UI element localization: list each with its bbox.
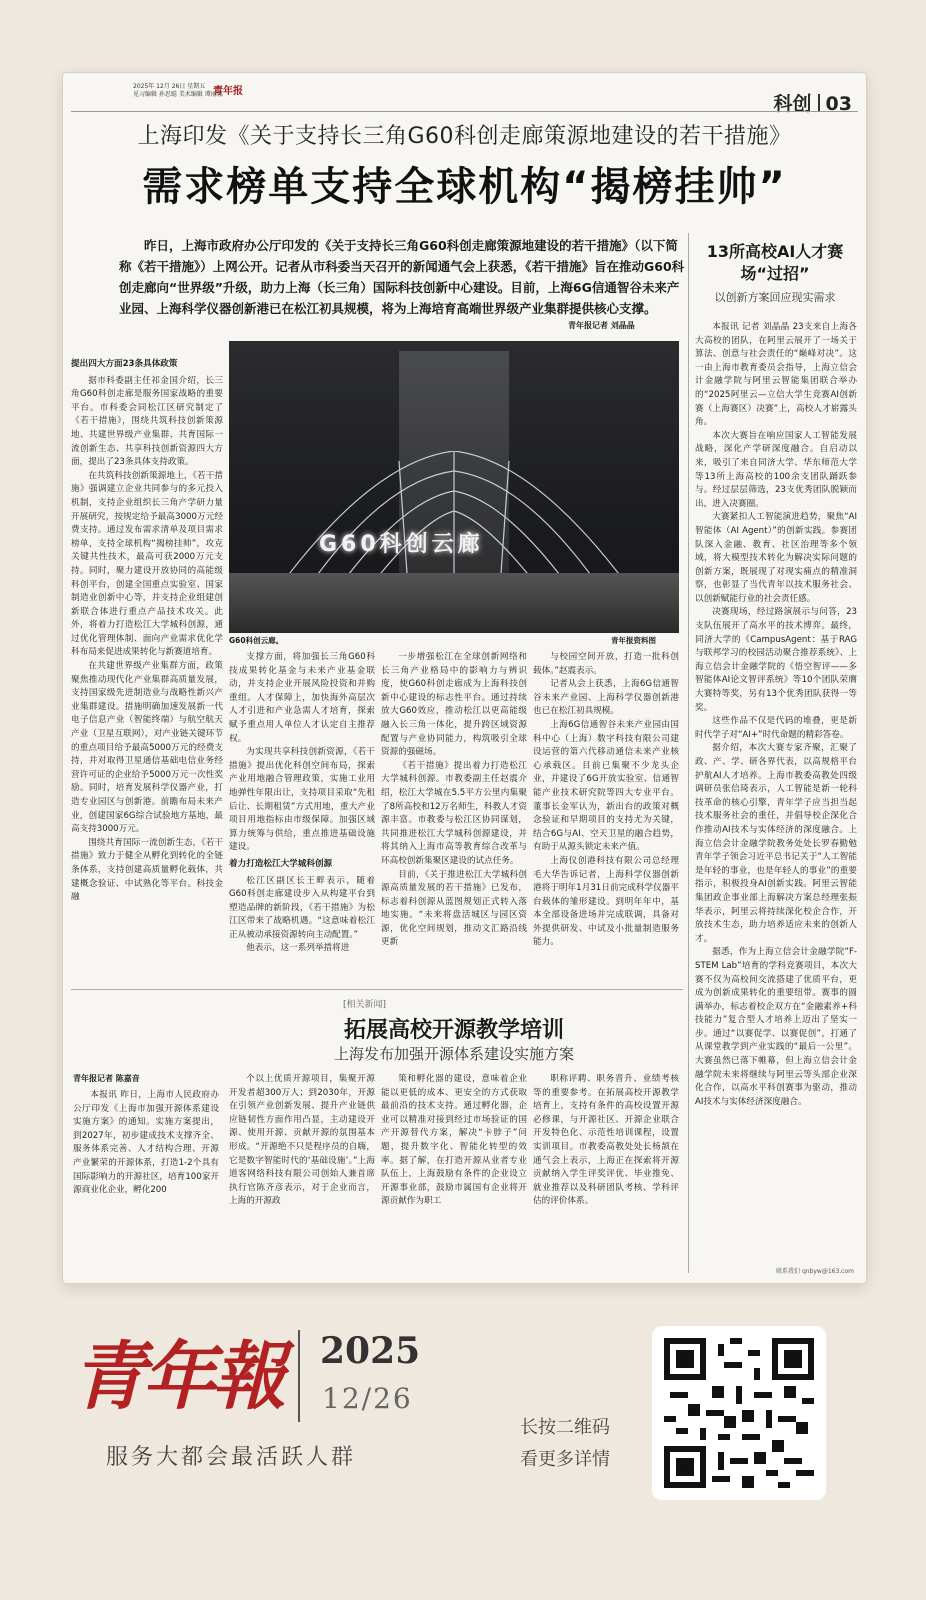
footer-date: 12/26 — [322, 1382, 413, 1415]
paragraph: 个以上优质开源项目，集聚开源开发者超300万人；到2030年，开源在引领产业创新发展、提升产业链供应链韧性方面作用凸显，主动建设开源、使用开源、贡献开源的氛围基本形成。“开源绝不只是程序员的自嗨，它是数字智能时代的‘基础设施’。”上海道客网络科技有限公司创始人兼首席执行官陈齐彦表示，对于企业而言，上海的开源政 — [229, 1074, 375, 1207]
article-byline: 青年报记者 刘晶晶 — [568, 321, 635, 330]
brand-slogan: 服务大都会最活跃人群 — [106, 1445, 357, 1470]
paragraph: 支撑方面，将加强长三角G60科技成果转化基金与未来产业基金联动，并支持企业开展风险投资和并购重组。人才保障上，加快海外高层次人才引进和产业急需人才培育，探索赋予重点用人单位人才认定自主推荐权。 — [229, 652, 375, 744]
paragraph: 上海仪创港科技有限公司总经理毛大华告诉记者，上海科学仪器创新港将于明年1月31日前完成科学仪器平台载体的雏形建设。到明年年中，基本全部设备进场并完成联调，具备对外提供研发、中试及小批量制造服务能力。 — [533, 855, 679, 948]
paragraph: 记者从会上获悉，上海6G信通智谷未来产业园、上海科学仪器创新港也已在松江初具规模。 — [533, 679, 679, 717]
qr-hint — [520, 1412, 610, 1476]
paragraph: 决赛现场，经过路演展示与问答，23支队伍展开了高水平的技术博弈。最终，同济大学的《CampusAgent：基于RAG与联邦学习的校园活动聚合推荐系统》、上海立信会计金融学院的《悟空智评——多智能体AI论文智评系统》等10个团队荣膺大赛特等奖，另有13个优秀团队获得一等奖。 — [695, 607, 857, 713]
paragraph: 围绕共育国际一流创新生态，《若干措施》致力于健全从孵化到转化的全链条体系，支持创建高质量孵化载体，共建概念验证、中试熟化等平台。科技金融 — [71, 837, 223, 903]
related-news-title: 拓展高校开源教学培训 — [343, 1018, 564, 1043]
qr-code[interactable] — [652, 1326, 826, 1500]
paragraph: 职称评聘、职务晋升、业绩考核等的重要参考。在拓展高校开源教学培育上，支持有条件的高校设置开源必修课，与开源社区、开源企业联合开发特色化、示范性培训课程，设置实训项目。市教委高教处处长杨颉在通气会上表示，上海正在探索将开源贡献纳入学生评奖评优、毕业推免、就业推荐以及科研团队考核、学科评估的评价体系。 — [533, 1074, 679, 1207]
article-lead: 昨日，上海市政府办公厅印发的《关于支持长三角G60科创走廊策源地建设的若干措施》（以下简称《若干措施》）上网公开。记者从市科委当天召开的新闻通气会上获悉，《若干措施》旨在推动G60科创走廊向“世界级”升级，助力上海（长三角）国际科技创新中心建设。目前，上海6G信通智谷未来产业园、上海科学仪器创新港已在松江初具规模，将为上海培育高端世界级产业集群提供核心支撑。 — [119, 238, 685, 316]
left-column — [71, 355, 223, 985]
qr-hint-line: 长按二维码 — [520, 1417, 610, 1438]
related-column-2 — [229, 1073, 375, 1265]
paragraph: 松江区副区长王畔表示，随着G60科创走廊建设步入从构建平台到塑造品牌的新阶段，《若干措施》为松江区带来了战略机遇。“这意味着松江正从被动承接资源转向主动配置。” — [229, 875, 375, 940]
issue-editors: 见习编辑 孙思聪 美术编辑 谭丽娜 — [133, 91, 223, 98]
footer-year: 2025 — [320, 1330, 421, 1372]
related-news-subtitle: 上海发布加强开源体系建设实施方案 — [333, 1045, 574, 1063]
issue-meta — [133, 83, 223, 99]
masthead-logo-small: 青年报 — [213, 86, 243, 97]
paragraph: 他表示，这一系列举措将进 — [246, 943, 350, 954]
paragraph: 上海6G信通智谷未来产业园由国科中心（上海）数字科技有限公司建设运营的第六代移动通信未来产业核心承载区。目前已集聚不少龙头企业，并建设了6G开放实验室、信通智能产业技术研究院等四大专业平台。董事长金军认为，新出台的政策对概念验证和早期项目的支持尤为关键，结合6G与AI、空天卫星的融合趋势，有助于从源头锁定未来产值。 — [533, 719, 679, 853]
qr-hint-line: 看更多详情 — [520, 1449, 610, 1470]
paragraph: 据介绍，本次大赛专家齐聚，汇聚了政、产、学、研各界代表，以高规格平台护航AI人才培养。上海市教委高教处四级调研员张信琦表示，人工智能是新一轮科技革命的核心引擎，青年学子应当担当起技术服务社会的重任，并倡导校企深化合作推动AI技术与实体经济的深度融合。上海立信会计金融学院教务处处长罗春勤勉青年学子领会习近平总书记关于“人工智能是年轻的事业，也是年轻人的事业”的重要指示，积极投身AI创新实践。阿里云智能集团政企事业部上海解决方案总经理张振华表示，阿里云将持续深化校企合作，开放技术生态，助力培养适应未来的创新人才。 — [695, 743, 857, 944]
subhead: 着力打造松江大学城科创源 — [229, 858, 333, 869]
paragraph: 在共筑科技创新策源地上，《若干措施》强调建立企业共同参与的多元投入机制，支持企业组织长三角产学研力量开展研究，按规定给予最高3000万元经费支持。通过发布需求清单及项目需求榜单，支持全球机构“揭榜挂帅”，攻克关键共性技术，最高可获2000万元支持。同时，聚力建设开放协同的高能级科创平台，创建全国重点实验室、国家制造业创新中心等，并支持企业组建创新联合体进行重点产品技术攻关。此外，将着力打造松江大学城科创源，通过优化管理体制、面向产业需求优化学科布局来促进成果转化与新赛道培育。 — [71, 470, 223, 658]
article-headline: 需求榜单支持全球机构“揭榜挂帅” — [142, 164, 787, 210]
paragraph: 本报讯 记者 刘晶晶 23支来自上海各大高校的团队，在阿里云展开了一场关于算法、创意与社会责任的“巅峰对决”。这一由上海市教育委员会指导，上海立信会计金融学院与阿里云智能集团联合举办的“2025阿里云—立信大学生竞赛AI创新赛（上海赛区）决赛”上，高校人才崭露头角。 — [695, 322, 857, 428]
photo-caption: G60科创云廊。 — [229, 636, 284, 645]
newspaper-page — [62, 72, 867, 1284]
sidebar-story-title: 13所高校AI人才赛场“过招” — [706, 242, 844, 283]
photo-sign-text: G60科创云廊 — [319, 532, 484, 557]
article-kicker: 上海印发《关于支持长三角G60科创走廊策源地建设的若干措施》 — [137, 124, 792, 149]
right-column — [695, 321, 857, 1267]
section-name: 科创 — [773, 93, 812, 115]
contact-info: 联系我们 qnbyw@163.com — [776, 1268, 854, 1275]
page-number: 03 — [825, 93, 852, 115]
paragraph: 这些作品不仅是代码的堆叠，更是新时代学子对“AI+”时代命题的精彩答卷。 — [695, 716, 857, 740]
sidebar-story-subtitle: 以创新方案回应现实需求 — [714, 291, 836, 304]
related-news-byline: 青年报记者 陈嘉音 — [73, 1074, 140, 1083]
middle-column-3 — [533, 651, 679, 985]
paragraph: 本次大赛旨在响应国家人工智能发展战略，深化产学研深度融合。自启动以来，吸引了来自同济大学、华东师范大学等13所上海高校的100余支团队踊跃参与。经过层层筛选，23支优秀团队脱颖而出，进入决赛圈。 — [695, 430, 857, 509]
middle-column-1 — [229, 651, 375, 985]
paragraph: 大赛紧扣人工智能演进趋势，聚焦“AI智能体（AI Agent）”的创新实践。参赛团队深入金融、教育、社区治理等多个领域，将大模型技术转化为解决实际问题的创新方案，既展现了对现实痛点的精准洞察，也彰显了当代青年以技术服务社会、以创新赋能行业的社会责任感。 — [695, 512, 857, 604]
paragraph: 本报讯 昨日，上海市人民政府办公厅印发《上海市加强开源体系建设实施方案》的通知。实施方案提出，到2027年，初步建成技术支撑齐全、服务体系完善、人才结构合理、开源产业繁荣的开源体系，打造1-2个具有国际影响力的开源社区，培育100家开源商业化企业，孵化200 — [73, 1090, 219, 1196]
paragraph: 一步增强松江在全球创新网络和长三角产业格局中的影响力与辨识度，使G60科创走廊成为上海科技创新中心建设的标志性平台。通过持续放大G60效应，推动松江以更高能级融入长三角一体化，提升跨区域资源配置与产业协同能力，构筑吸引全球资源的强磁场。 — [381, 652, 527, 758]
subhead: 提出四大方面23条具体政策 — [71, 359, 178, 369]
paragraph: 策和孵化器的建设，意味着企业能以更低的成本、更安全的方式获取最前沿的技术支持。通过孵化器，企业可以精准对接到经过市场验证的国产开源替代方案，解决“卡脖子”问题，提升数字化、智能化转型的效率。据了解，在打造开源从业者专业队伍上，上海鼓励有条件的企业设立开源事业部，鼓励市属国有企业将开源贡献作为职工 — [381, 1074, 527, 1207]
news-photo — [229, 341, 679, 633]
issue-date: 2025年 12月 26日 星期五 — [133, 83, 206, 90]
paragraph: 为实现共享科技创新资源，《若干措施》提出优化科创空间布局，探索产业用地融合管理政策，实施工业用地弹性年限出让，支持项目采取“先租后让、长期租赁”方式用地，重大产业项目用地指标由市级保障。加强区域算力统筹与供给，重点推进基础设施建设。 — [229, 747, 375, 853]
qr-code-icon — [664, 1338, 814, 1488]
paragraph: 目前，《关于推进松江大学城科创源高质量发展的若干措施》已发布，标志着科创源从蓝图规划正式转入落地实施。“未来将盘活城区与园区资源，优化空间规划，推动文汇路沿线更新 — [381, 869, 527, 948]
paragraph: 与校园空间开放，打造一批科创载体。”赵震表示。 — [533, 652, 679, 676]
related-column-3 — [381, 1073, 527, 1265]
paragraph: 《若干措施》提出着力打造松江大学城科创源。市教委副主任赵震介绍，松江大学城在5.5平方公里内集聚了8所高校和12万名师生，科教人才资源丰富。市教委与松江区协同谋划，共同推进松江大学城科创源建设，并将其纳入上海市高等教育综合改革与环高校创新集聚区建设的试点任务。 — [381, 760, 527, 866]
paragraph: 在共建世界级产业集群方面，政策聚焦推动现代化产业集群高质量发展，支持国家级先进制造业与战略性新兴产业集群建设。措施明确加速发展新一代电子信息产业（智能终端）与航空航天产业（卫星互联网），对产业链关键环节的重点项目给予最高5000万元的经费支持，并对取得卫星通信基础电信业务经营许可证的企业给予5000万元一次性奖励。同时，培育发展科学仪器产业，打造专业园区与创新港。前瞻布局未来产业，创建国家6G综合试验地方基地，最高支持3000万元。 — [71, 661, 223, 835]
related-news-tag: [相关新闻] — [343, 1000, 387, 1010]
related-column-4 — [533, 1073, 679, 1265]
paragraph: 据悉，作为上海立信会计金融学院“F-STEM Lab”培育的学科竞赛项目，本次大赛不仅为高校间交流搭建了优质平台，更成为创新成果转化的重要纽带。赛事的圆满举办，标志着校企双方在“金融素养+科技能力”复合型人才培养上迈出了坚实一步。通过“以赛促学、以赛促创”，打通了从课堂教学到产业实践的“最后一公里”。大赛虽然已落下帷幕，但上海立信会计金融学院未来将继续与阿里云等头部企业深化合作，以高水平科创赛事为驱动，推动AI技术与实体经济深度融合。 — [695, 947, 857, 1107]
brand-logo: 青年報 — [72, 1334, 282, 1420]
paragraph: 据市科委副主任祁金国介绍，长三角G60科创走廊是服务国家战略的重要平台。市科委会同松江区研究制定了《若干措施》，围绕共筑科技创新策源地、共建世界级产业集群、共育国际一流创新生态、共享科技创新资源四大方面，提出了23条具体支持政策。 — [71, 375, 223, 468]
middle-column-2 — [381, 651, 527, 985]
related-column-1 — [73, 1089, 219, 1265]
photo-credit: 青年报资料图 — [611, 636, 656, 645]
